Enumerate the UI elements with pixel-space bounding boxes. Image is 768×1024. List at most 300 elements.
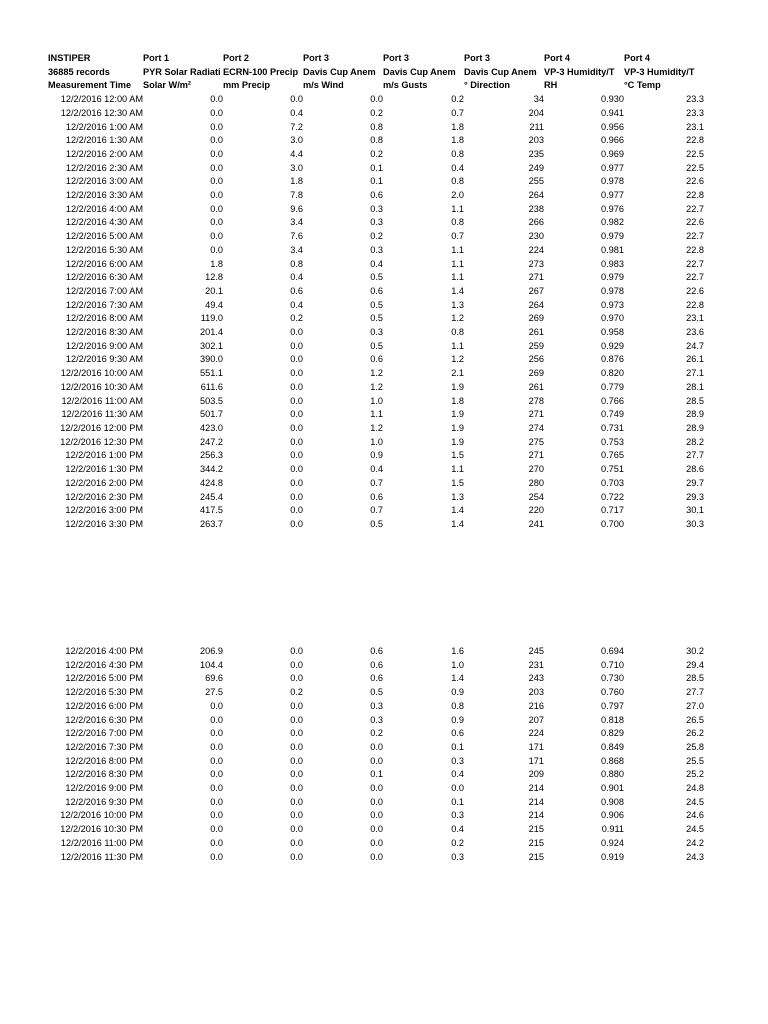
cell-time: 12/2/2016 6:30 AM (65, 272, 143, 283)
table-row (48, 741, 704, 755)
cell-precip: 0.0 (290, 505, 303, 516)
cell-temp: 24.5 (686, 796, 704, 807)
cell-rh: 0.956 (601, 121, 624, 132)
cell-temp: 28.2 (686, 436, 704, 447)
cell-precip: 0.0 (290, 673, 303, 684)
cell-rh: 0.880 (601, 769, 624, 780)
cell-direction: 215 (528, 824, 544, 835)
header-cell-direction: ° Direction (464, 80, 511, 91)
data-table-top (48, 52, 704, 532)
cell-solar: 12.8 (205, 272, 223, 283)
cell-direction: 256 (528, 354, 544, 365)
cell-time: 12/2/2016 6:00 AM (65, 258, 143, 269)
table-row (48, 851, 704, 865)
cell-direction: 207 (528, 714, 544, 725)
cell-rh: 0.766 (601, 395, 624, 406)
cell-wind: 0.2 (370, 231, 383, 242)
table-row (48, 755, 704, 769)
cell-direction: 269 (528, 313, 544, 324)
cell-solar: 0.0 (210, 769, 223, 780)
cell-precip: 0.0 (290, 422, 303, 433)
table-row (48, 189, 704, 203)
cell-gusts: 0.1 (451, 741, 464, 752)
cell-direction: 280 (528, 477, 544, 488)
cell-rh: 0.849 (601, 741, 624, 752)
cell-precip: 3.4 (290, 244, 303, 255)
cell-solar: 503.5 (200, 395, 223, 406)
cell-precip: 0.0 (290, 646, 303, 656)
cell-gusts: 0.8 (451, 176, 464, 187)
cell-temp: 30.2 (686, 646, 704, 656)
cell-rh: 0.753 (601, 436, 624, 447)
header-cell-temp: °C Temp (624, 80, 661, 91)
cell-time: 12/2/2016 2:00 AM (65, 148, 143, 159)
header-row3 (48, 79, 704, 93)
header-cell-solar: Port 1 (143, 53, 170, 63)
cell-time: 12/2/2016 11:00 AM (61, 395, 143, 406)
cell-precip: 0.0 (290, 354, 303, 365)
cell-time: 12/2/2016 7:00 AM (65, 285, 143, 296)
cell-solar: 0.0 (210, 837, 223, 848)
cell-precip: 0.0 (290, 796, 303, 807)
cell-gusts: 2.1 (451, 368, 464, 379)
data-table-bottom-body (48, 645, 704, 864)
cell-precip: 0.0 (290, 783, 303, 794)
table-row (48, 491, 704, 505)
cell-gusts: 1.2 (451, 313, 464, 324)
cell-temp: 29.3 (686, 491, 704, 502)
cell-direction: 255 (528, 176, 544, 187)
table-row (48, 768, 704, 782)
cell-wind: 0.3 (370, 217, 383, 228)
header-cell-time: Measurement Time (48, 80, 132, 91)
table-row (48, 477, 704, 491)
cell-temp: 22.6 (686, 217, 704, 228)
cell-solar: 0.0 (210, 203, 223, 214)
cell-direction: 241 (528, 518, 544, 529)
table-row (48, 463, 704, 477)
cell-solar: 0.0 (210, 796, 223, 807)
table-row (48, 395, 704, 409)
cell-precip: 0.0 (290, 436, 303, 447)
cell-temp: 24.2 (686, 837, 704, 848)
table-row (48, 700, 704, 714)
cell-wind: 0.8 (370, 135, 383, 146)
cell-gusts: 0.8 (451, 217, 464, 228)
cell-direction: 34 (533, 94, 544, 105)
cell-precip: 3.0 (290, 135, 303, 146)
cell-precip: 0.0 (290, 824, 303, 835)
table-row (48, 299, 704, 313)
cell-solar: 0.0 (210, 94, 223, 105)
cell-gusts: 1.1 (451, 464, 464, 475)
cell-direction: 171 (528, 755, 544, 766)
header-cell-direction: Port 3 (464, 53, 491, 63)
header-cell-temp: Port 4 (624, 53, 651, 63)
cell-temp: 27.0 (686, 700, 704, 711)
cell-precip: 0.6 (290, 285, 303, 296)
table-row (48, 837, 704, 851)
cell-time: 12/2/2016 1:30 PM (65, 464, 143, 475)
cell-wind: 0.0 (370, 783, 383, 794)
cell-solar: 0.0 (210, 741, 223, 752)
cell-precip: 0.2 (290, 687, 303, 698)
table-row (48, 408, 704, 422)
cell-direction: 214 (528, 783, 544, 794)
cell-gusts: 1.3 (451, 491, 464, 502)
cell-rh: 0.981 (601, 244, 624, 255)
cell-time: 12/2/2016 9:30 PM (65, 796, 143, 807)
cell-precip: 0.0 (290, 409, 303, 420)
cell-time: 12/2/2016 11:30 PM (60, 851, 143, 862)
cell-solar: 263.7 (200, 518, 223, 529)
cell-time: 12/2/2016 2:30 AM (65, 162, 143, 173)
cell-precip: 0.0 (290, 741, 303, 752)
cell-wind: 0.0 (370, 94, 383, 105)
cell-direction: 204 (528, 107, 544, 118)
cell-rh: 0.765 (601, 450, 624, 461)
cell-temp: 22.8 (686, 299, 704, 310)
cell-gusts: 1.4 (451, 518, 464, 529)
cell-temp: 22.6 (686, 176, 704, 187)
cell-temp: 27.7 (686, 450, 704, 461)
cell-direction: 249 (528, 162, 544, 173)
cell-wind: 1.2 (370, 422, 383, 433)
cell-direction: 211 (529, 121, 544, 132)
header-row2 (48, 66, 704, 80)
cell-direction: 273 (528, 258, 544, 269)
cell-gusts: 1.4 (451, 285, 464, 296)
cell-direction: 271 (528, 409, 544, 420)
cell-wind: 0.1 (370, 769, 383, 780)
cell-precip: 7.6 (290, 231, 303, 242)
table-row (48, 162, 704, 176)
cell-rh: 0.969 (601, 148, 624, 159)
cell-wind: 0.0 (370, 741, 383, 752)
cell-gusts: 1.2 (451, 354, 464, 365)
table-row (48, 121, 704, 135)
cell-precip: 0.0 (290, 477, 303, 488)
cell-wind: 0.4 (370, 464, 383, 475)
cell-rh: 0.919 (601, 851, 624, 862)
cell-precip: 3.0 (290, 162, 303, 173)
cell-time: 12/2/2016 10:30 AM (60, 381, 143, 392)
cell-solar: 206.9 (200, 646, 223, 656)
header-cell-wind: Port 3 (303, 53, 330, 63)
cell-temp: 29.4 (686, 659, 704, 670)
cell-precip: 0.0 (290, 491, 303, 502)
cell-solar: 501.7 (200, 409, 223, 420)
cell-temp: 24.8 (686, 783, 704, 794)
cell-rh: 0.710 (601, 659, 624, 670)
cell-rh: 0.978 (601, 176, 624, 187)
cell-rh: 0.818 (601, 714, 624, 725)
cell-precip: 0.0 (290, 837, 303, 848)
cell-solar: 611.6 (200, 381, 223, 392)
cell-time: 12/2/2016 1:00 AM (65, 121, 143, 132)
cell-precip: 0.0 (290, 464, 303, 475)
table-row (48, 107, 704, 121)
cell-rh: 0.983 (601, 258, 624, 269)
cell-gusts: 0.9 (451, 714, 464, 725)
cell-time: 12/2/2016 7:30 AM (65, 299, 143, 310)
cell-time: 12/2/2016 3:00 AM (65, 176, 143, 187)
cell-wind: 0.5 (370, 272, 383, 283)
cell-gusts: 1.4 (451, 505, 464, 516)
cell-direction: 270 (528, 464, 544, 475)
cell-solar: 0.0 (210, 176, 223, 187)
cell-gusts: 0.8 (451, 700, 464, 711)
cell-wind: 0.5 (370, 313, 383, 324)
cell-solar: 119.0 (200, 313, 223, 324)
cell-gusts: 1.1 (451, 258, 464, 269)
cell-solar: 390.0 (200, 354, 223, 365)
cell-rh: 0.749 (601, 409, 624, 420)
cell-gusts: 0.3 (451, 851, 464, 862)
table-row (48, 422, 704, 436)
cell-temp: 28.6 (686, 464, 704, 475)
cell-wind: 0.6 (370, 285, 383, 296)
cell-gusts: 0.1 (451, 796, 464, 807)
table-row (48, 353, 704, 367)
cell-solar: 424.8 (200, 477, 223, 488)
cell-solar: 256.3 (200, 450, 223, 461)
cell-direction: 214 (528, 810, 544, 821)
cell-precip: 0.0 (290, 700, 303, 711)
cell-solar: 0.0 (210, 810, 223, 821)
cell-temp: 22.8 (686, 190, 704, 201)
cell-solar: 104.4 (200, 659, 223, 670)
cell-rh: 0.829 (601, 728, 624, 739)
cell-wind: 0.7 (370, 505, 383, 516)
cell-solar: 0.0 (210, 714, 223, 725)
cell-temp: 26.5 (686, 714, 704, 725)
cell-gusts: 0.7 (451, 107, 464, 118)
cell-gusts: 1.9 (451, 409, 464, 420)
cell-time: 12/2/2016 1:30 AM (65, 135, 143, 146)
cell-solar: 0.0 (210, 135, 223, 146)
cell-direction: 264 (528, 190, 544, 201)
cell-temp: 25.8 (686, 741, 704, 752)
cell-rh: 0.908 (601, 796, 624, 807)
cell-precip: 0.0 (290, 714, 303, 725)
cell-temp: 22.7 (686, 203, 704, 214)
cell-precip: 0.0 (290, 728, 303, 739)
cell-wind: 0.2 (370, 148, 383, 159)
cell-rh: 0.979 (601, 272, 624, 283)
cell-wind: 0.7 (370, 477, 383, 488)
cell-direction: 220 (528, 505, 544, 516)
cell-gusts: 1.8 (451, 135, 464, 146)
cell-rh: 0.977 (601, 190, 624, 201)
cell-gusts: 0.8 (451, 327, 464, 338)
cell-rh: 0.876 (601, 354, 624, 365)
cell-direction: 209 (528, 769, 544, 780)
cell-time: 12/2/2016 6:30 PM (65, 714, 143, 725)
cell-time: 12/2/2016 9:00 AM (65, 340, 143, 351)
cell-direction: 266 (528, 217, 544, 228)
header-cell-rh: VP-3 Humidity/T (544, 66, 615, 77)
cell-wind: 0.3 (370, 700, 383, 711)
cell-time: 12/2/2016 2:00 PM (65, 477, 143, 488)
cell-gusts: 1.3 (451, 299, 464, 310)
cell-wind: 1.1 (370, 409, 383, 420)
cell-precip: 0.0 (290, 450, 303, 461)
cell-time: 12/2/2016 9:00 PM (65, 783, 143, 794)
cell-time: 12/2/2016 1:00 PM (65, 450, 143, 461)
cell-temp: 29.7 (686, 477, 704, 488)
cell-time: 12/2/2016 8:00 AM (65, 313, 143, 324)
cell-direction: 278 (528, 395, 544, 406)
cell-wind: 1.2 (370, 368, 383, 379)
cell-solar: 0.0 (210, 728, 223, 739)
cell-temp: 24.5 (686, 824, 704, 835)
cell-rh: 0.941 (601, 107, 624, 118)
cell-solar: 551.1 (200, 368, 223, 379)
cell-direction: 245 (528, 646, 544, 656)
cell-temp: 22.5 (686, 162, 704, 173)
cell-solar: 0.0 (210, 190, 223, 201)
cell-time: 12/2/2016 5:00 AM (65, 231, 143, 242)
table-row (48, 796, 704, 810)
cell-precip: 4.4 (290, 148, 303, 159)
cell-time: 12/2/2016 11:00 PM (60, 837, 143, 848)
cell-direction: 171 (528, 741, 544, 752)
cell-time: 12/2/2016 10:00 AM (60, 368, 143, 379)
cell-gusts: 0.7 (451, 231, 464, 242)
cell-gusts: 1.1 (451, 203, 464, 214)
header-cell-gusts: m/s Gusts (383, 80, 428, 91)
table-row (48, 244, 704, 258)
cell-gusts: 0.9 (451, 687, 464, 698)
header-cell-direction: Davis Cup Anem (464, 66, 537, 77)
cell-gusts: 0.4 (451, 824, 464, 835)
cell-direction: 259 (528, 340, 544, 351)
table-row (48, 230, 704, 244)
cell-solar: 0.0 (210, 121, 223, 132)
cell-rh: 0.973 (601, 299, 624, 310)
cell-temp: 23.3 (686, 107, 704, 118)
cell-wind: 0.1 (370, 162, 383, 173)
cell-direction: 203 (528, 135, 544, 146)
cell-gusts: 1.4 (451, 673, 464, 684)
table-row (48, 436, 704, 450)
cell-direction: 214 (528, 796, 544, 807)
cell-rh: 0.731 (601, 422, 624, 433)
cell-time: 12/2/2016 12:00 PM (60, 422, 143, 433)
header-cell-time: INSTIPER (48, 53, 91, 63)
cell-rh: 0.976 (601, 203, 624, 214)
cell-wind: 1.0 (370, 395, 383, 406)
cell-temp: 22.8 (686, 244, 704, 255)
header-cell-wind: m/s Wind (303, 80, 344, 91)
table-row (48, 271, 704, 285)
header-cell-gusts: Port 3 (383, 53, 410, 63)
cell-temp: 22.7 (686, 231, 704, 242)
cell-rh: 0.700 (601, 518, 624, 529)
cell-precip: 0.4 (290, 107, 303, 118)
table-row (48, 727, 704, 741)
cell-wind: 0.6 (370, 491, 383, 502)
header-cell-time: 36885 records (48, 66, 110, 77)
cell-solar: 417.5 (200, 505, 223, 516)
cell-wind: 0.0 (370, 824, 383, 835)
cell-solar: 245.4 (200, 491, 223, 502)
table-row (48, 312, 704, 326)
cell-direction: 243 (528, 673, 544, 684)
cell-direction: 238 (528, 203, 544, 214)
cell-precip: 0.0 (290, 340, 303, 351)
cell-temp: 22.7 (686, 258, 704, 269)
cell-wind: 0.3 (370, 714, 383, 725)
cell-rh: 0.930 (601, 94, 624, 105)
cell-gusts: 0.8 (451, 148, 464, 159)
cell-solar: 247.2 (200, 436, 223, 447)
cell-gusts: 1.9 (451, 422, 464, 433)
cell-time: 12/2/2016 11:30 AM (61, 409, 143, 420)
cell-temp: 22.7 (686, 272, 704, 283)
cell-time: 12/2/2016 8:00 PM (65, 755, 143, 766)
cell-time: 12/2/2016 5:00 PM (65, 673, 143, 684)
cell-direction: 215 (528, 837, 544, 848)
cell-precip: 0.0 (290, 659, 303, 670)
cell-temp: 26.1 (686, 354, 704, 365)
table-row (48, 93, 704, 107)
cell-rh: 0.901 (601, 783, 624, 794)
cell-rh: 0.868 (601, 755, 624, 766)
cell-wind: 0.6 (370, 190, 383, 201)
header-cell-rh: Port 4 (544, 53, 571, 63)
cell-rh: 0.966 (601, 135, 624, 146)
header-cell-rh: RH (544, 80, 558, 91)
cell-solar: 0.0 (210, 231, 223, 242)
cell-solar: 0.0 (210, 162, 223, 173)
cell-direction: 271 (528, 272, 544, 283)
cell-precip: 0.0 (290, 810, 303, 821)
cell-gusts: 0.4 (451, 769, 464, 780)
cell-gusts: 1.5 (451, 477, 464, 488)
cell-solar: 302.1 (200, 340, 223, 351)
cell-time: 12/2/2016 3:30 PM (65, 518, 143, 529)
cell-wind: 0.8 (370, 121, 383, 132)
cell-gusts: 2.0 (451, 190, 464, 201)
cell-temp: 25.2 (686, 769, 704, 780)
cell-rh: 0.722 (601, 491, 624, 502)
cell-precip: 3.4 (290, 217, 303, 228)
header-cell-precip: Port 2 (223, 53, 250, 63)
cell-gusts: 0.4 (451, 162, 464, 173)
cell-solar: 0.0 (210, 244, 223, 255)
cell-precip: 0.0 (290, 94, 303, 105)
cell-rh: 0.979 (601, 231, 624, 242)
cell-direction: 224 (528, 728, 544, 739)
cell-wind: 0.5 (370, 299, 383, 310)
cell-solar: 27.5 (205, 687, 223, 698)
cell-precip: 0.4 (290, 272, 303, 283)
table-row (48, 823, 704, 837)
cell-wind: 0.5 (370, 687, 383, 698)
table-row (48, 686, 704, 700)
cell-direction: 275 (528, 436, 544, 447)
cell-gusts: 0.2 (451, 837, 464, 848)
cell-wind: 0.9 (370, 450, 383, 461)
cell-gusts: 1.8 (451, 395, 464, 406)
table-row (48, 285, 704, 299)
table-row (48, 203, 704, 217)
table-row (48, 809, 704, 823)
cell-solar: 0.0 (210, 851, 223, 862)
cell-temp: 22.6 (686, 285, 704, 296)
